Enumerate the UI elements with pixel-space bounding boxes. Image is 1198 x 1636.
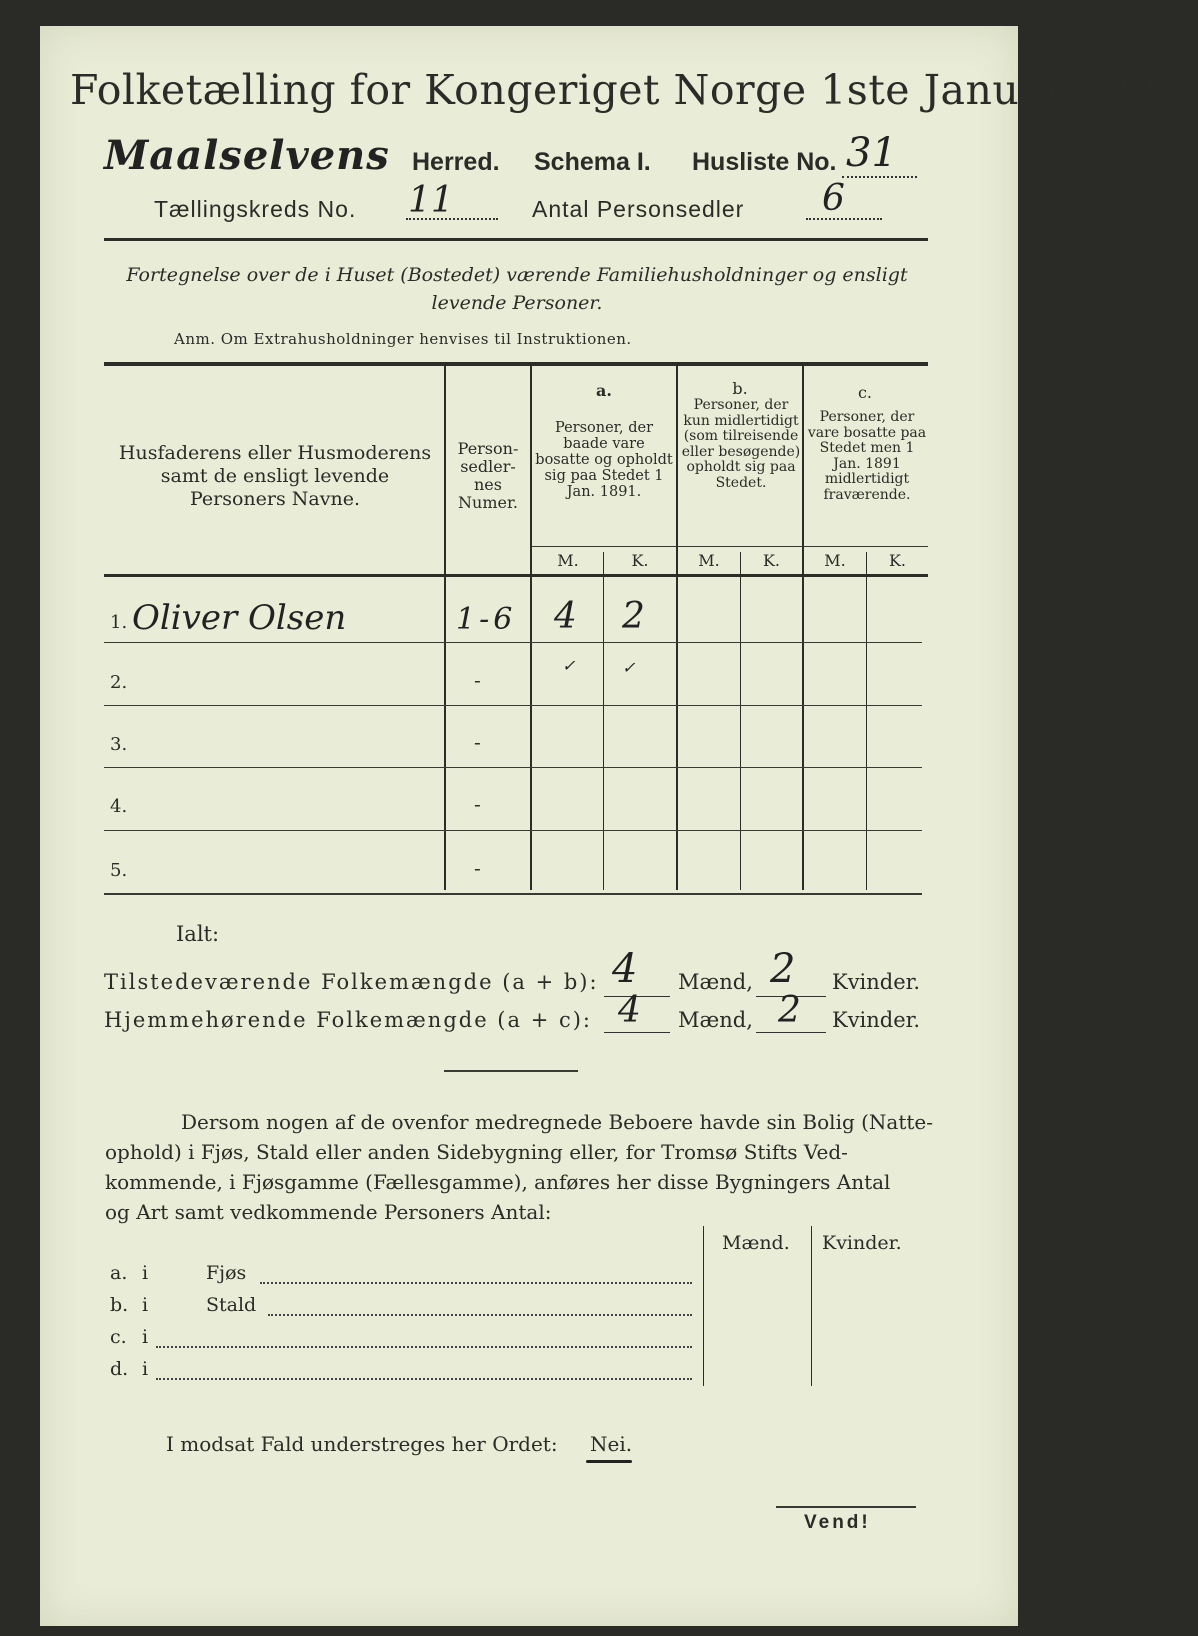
item-a-i: i <box>142 1262 149 1284</box>
row-3-numer: - <box>474 730 481 754</box>
col-divider-3 <box>676 366 678 890</box>
modsat-text: I modsat Fald understreges her Ordet: <box>166 1432 558 1456</box>
col-b-k: K. <box>762 551 781 570</box>
row-2-number: 2. <box>110 672 128 693</box>
item-c-i: i <box>142 1326 149 1348</box>
item-c-letter: c. <box>110 1326 127 1348</box>
col-header-a-letter: a. <box>596 381 612 400</box>
vend-rule <box>776 1506 916 1508</box>
row-1-a-m: 4 <box>554 596 577 637</box>
kreds-underline <box>406 218 498 220</box>
col-divider-1 <box>444 366 446 890</box>
col-divider-2 <box>530 366 532 890</box>
outbuildings-line-4: og Art samt vedkommende Personers Antal: <box>105 1200 552 1224</box>
col-header-c: Personer, der vare bosatte paa Stedet men 1 Jan. 1891 midlertidigt fraværende. <box>807 409 927 503</box>
item-b-label: Stald <box>206 1294 257 1316</box>
tilst-maend-label: Mænd, <box>678 970 753 994</box>
item-b-letter: b. <box>110 1294 129 1316</box>
nei-underline <box>586 1460 632 1463</box>
item-d-dots <box>156 1378 692 1380</box>
col-header-c-letter: c. <box>857 383 873 402</box>
row-line <box>104 767 922 768</box>
row-4-numer: - <box>474 792 481 816</box>
table-header-rule <box>104 574 928 577</box>
tilst-kvinder-label: Kvinder. <box>832 970 921 994</box>
ialt-label: Ialt: <box>176 922 220 946</box>
row-line <box>104 830 922 831</box>
row-line <box>104 705 922 706</box>
header-rule <box>104 238 928 241</box>
item-d-i: i <box>142 1358 149 1380</box>
row-5-number: 5. <box>110 860 128 881</box>
outbuildings-line-2: ophold) i Fjøs, Stald eller anden Sidebygning eller, for Tromsø Stifts Ved- <box>105 1140 848 1164</box>
row-2-numer: - <box>474 668 481 692</box>
row-2-a-k: ✓ <box>622 658 636 677</box>
tilst-kvinder-value: 2 <box>770 946 796 992</box>
schema-label: Schema I. <box>534 148 651 176</box>
outbuildings-divider-2 <box>811 1226 812 1386</box>
row-3-number: 3. <box>110 734 128 755</box>
col-divider-4 <box>802 366 804 890</box>
item-d-letter: d. <box>110 1358 129 1380</box>
item-a-label: Fjøs <box>206 1262 247 1284</box>
col-divider-a <box>603 552 604 890</box>
col-header-b-letter: b. <box>732 379 748 398</box>
section-divider <box>444 1070 578 1072</box>
intro-line-2: levende Personer. <box>431 292 603 314</box>
row-4-number: 4. <box>110 796 128 817</box>
outbuildings-maend-head: Mænd. <box>722 1232 790 1254</box>
item-a-dots <box>260 1282 692 1284</box>
col-header-numer: Person-sedler-nes Numer. <box>457 439 519 512</box>
tilst-maend-value: 4 <box>612 946 638 992</box>
outbuildings-kvinder-head: Kvinder. <box>822 1232 902 1254</box>
col-header-a: Personer, der baade vare bosatte og opholdt sig paa Stedet 1 Jan. 1891. <box>535 420 673 500</box>
herred-name: Maalselvens <box>104 132 390 179</box>
row-2-a-m: ✓ <box>562 656 576 675</box>
kreds-number: 11 <box>408 180 454 221</box>
row-1-number: 1. <box>110 612 128 633</box>
hjem-label: Hjemmehørende Folkemængde (a + c): <box>104 1008 592 1032</box>
item-a-letter: a. <box>110 1262 128 1284</box>
nei-word: Nei. <box>590 1432 633 1456</box>
husliste-number: 31 <box>846 130 897 176</box>
table-top-rule <box>104 362 928 366</box>
hjem-maend-value: 4 <box>618 990 641 1031</box>
form-title: Folketælling for Kongeriget Norge 1ste Januar 1891. <box>70 66 1198 114</box>
col-divider-b <box>740 552 741 890</box>
intro-line-1: Fortegnelse over de i Huset (Bostedet) værende Familiehusholdninger og ensligt <box>126 264 908 286</box>
item-b-dots <box>268 1314 692 1316</box>
antal-value: 6 <box>822 178 845 219</box>
hjem-kvinder-label: Kvinder. <box>832 1008 921 1032</box>
kreds-label: Tællingskreds No. <box>154 196 357 222</box>
hjem-kvinder-line <box>756 1032 826 1033</box>
vend-label: Vend! <box>804 1512 871 1533</box>
antal-underline <box>806 218 882 220</box>
col-b-m: M. <box>698 551 720 570</box>
intro-note: Anm. Om Extrahusholdninger henvises til Instruktionen. <box>174 330 632 348</box>
outbuildings-divider-1 <box>703 1226 704 1386</box>
col-divider-c <box>866 552 867 890</box>
hjem-maend-label: Mænd, <box>678 1008 753 1032</box>
item-b-i: i <box>142 1294 149 1316</box>
col-c-m: M. <box>824 551 846 570</box>
item-c-dots <box>156 1346 692 1348</box>
col-header-b: Personer, der kun midlertidigt (som tilreisende eller besøgende) opholdt sig paa Stedet. <box>681 397 801 491</box>
hjem-kvinder-value: 2 <box>778 990 801 1031</box>
antal-label: Antal Personsedler <box>532 196 745 222</box>
table-bottom-rule <box>104 893 922 895</box>
husliste-label: Husliste No. <box>692 148 837 176</box>
col-a-m: M. <box>557 551 579 570</box>
col-a-k: K. <box>631 551 649 570</box>
row-line <box>104 642 922 643</box>
col-c-k: K. <box>888 551 907 570</box>
husliste-underline <box>842 176 917 178</box>
hjem-maend-line <box>604 1032 670 1033</box>
outbuildings-line-1: Dersom nogen af de ovenfor medregnede Beboere havde sin Bolig (Natte- <box>181 1110 934 1134</box>
row-5-numer: - <box>474 856 481 880</box>
mk-rule <box>532 546 928 547</box>
row-1-name: Oliver Olsen <box>132 598 347 638</box>
row-1-numer: 1-6 <box>456 602 517 637</box>
herred-label: Herred. <box>412 148 500 176</box>
col-header-names: Husfaderens eller Husmoderens samt de ensligt levende Personers Navne. <box>118 442 432 510</box>
outbuildings-line-3: kommende, i Fjøsgamme (Fællesgamme), anføres her disse Bygningers Antal <box>105 1170 891 1194</box>
row-1-a-k: 2 <box>622 596 645 637</box>
tilst-label: Tilstedeværende Folkemængde (a + b): <box>104 970 599 994</box>
